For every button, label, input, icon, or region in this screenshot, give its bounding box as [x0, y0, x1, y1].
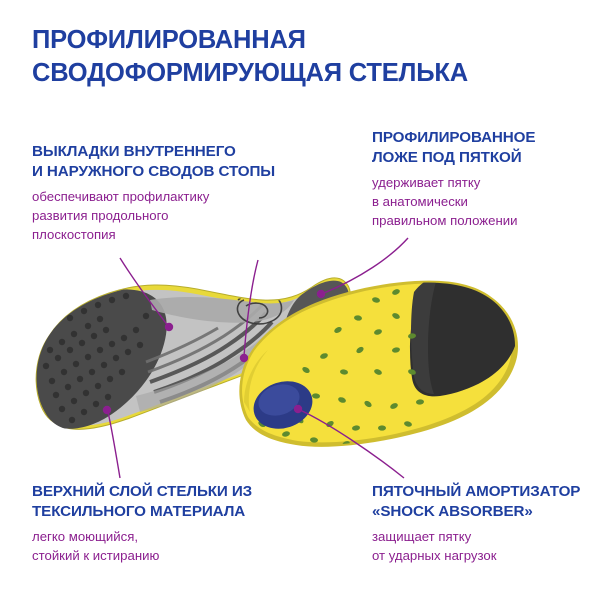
page-title-line-2: СВОДОФОРМИРУЮЩАЯ СТЕЛЬКА — [32, 58, 468, 87]
callout-arch-supports-body: обеспечивают профилактику развития продольного плоскостопия — [32, 188, 210, 242]
callout-top-layer — [32, 482, 332, 565]
callout-shock-absorber-heading: ПЯТОЧНЫЙ АМОРТИЗАТОР «SHOCK ABSORBER» — [372, 483, 581, 520]
callout-top-layer-heading: ВЕРХНИЙ СЛОЙ СТЕЛЬКИ ИЗ ТЕКСИЛЬНОГО МАТЕРИАЛА — [32, 483, 253, 520]
callout-arch-supports — [32, 142, 352, 244]
callout-top-layer-body: легко моющийся, стойкий к истиранию — [32, 528, 160, 563]
page-title-line-1: ПРОФИЛИРОВАННАЯ — [32, 26, 306, 54]
callout-heel-bed — [372, 128, 597, 230]
callout-shock-absorber — [372, 482, 597, 565]
callout-heel-bed-heading: ПРОФИЛИРОВАННОЕ ЛОЖЕ ПОД ПЯТКОЙ — [372, 129, 536, 166]
callout-heel-bed-body: удерживает пятку в анатомически правильном положении — [372, 174, 518, 228]
callout-arch-supports-heading: ВЫКЛАДКИ ВНУТРЕННЕГО И НАРУЖНОГО СВОДОВ СТОПЫ — [32, 143, 276, 180]
callout-shock-absorber-body: защищает пятку от ударных нагрузок — [372, 528, 497, 563]
